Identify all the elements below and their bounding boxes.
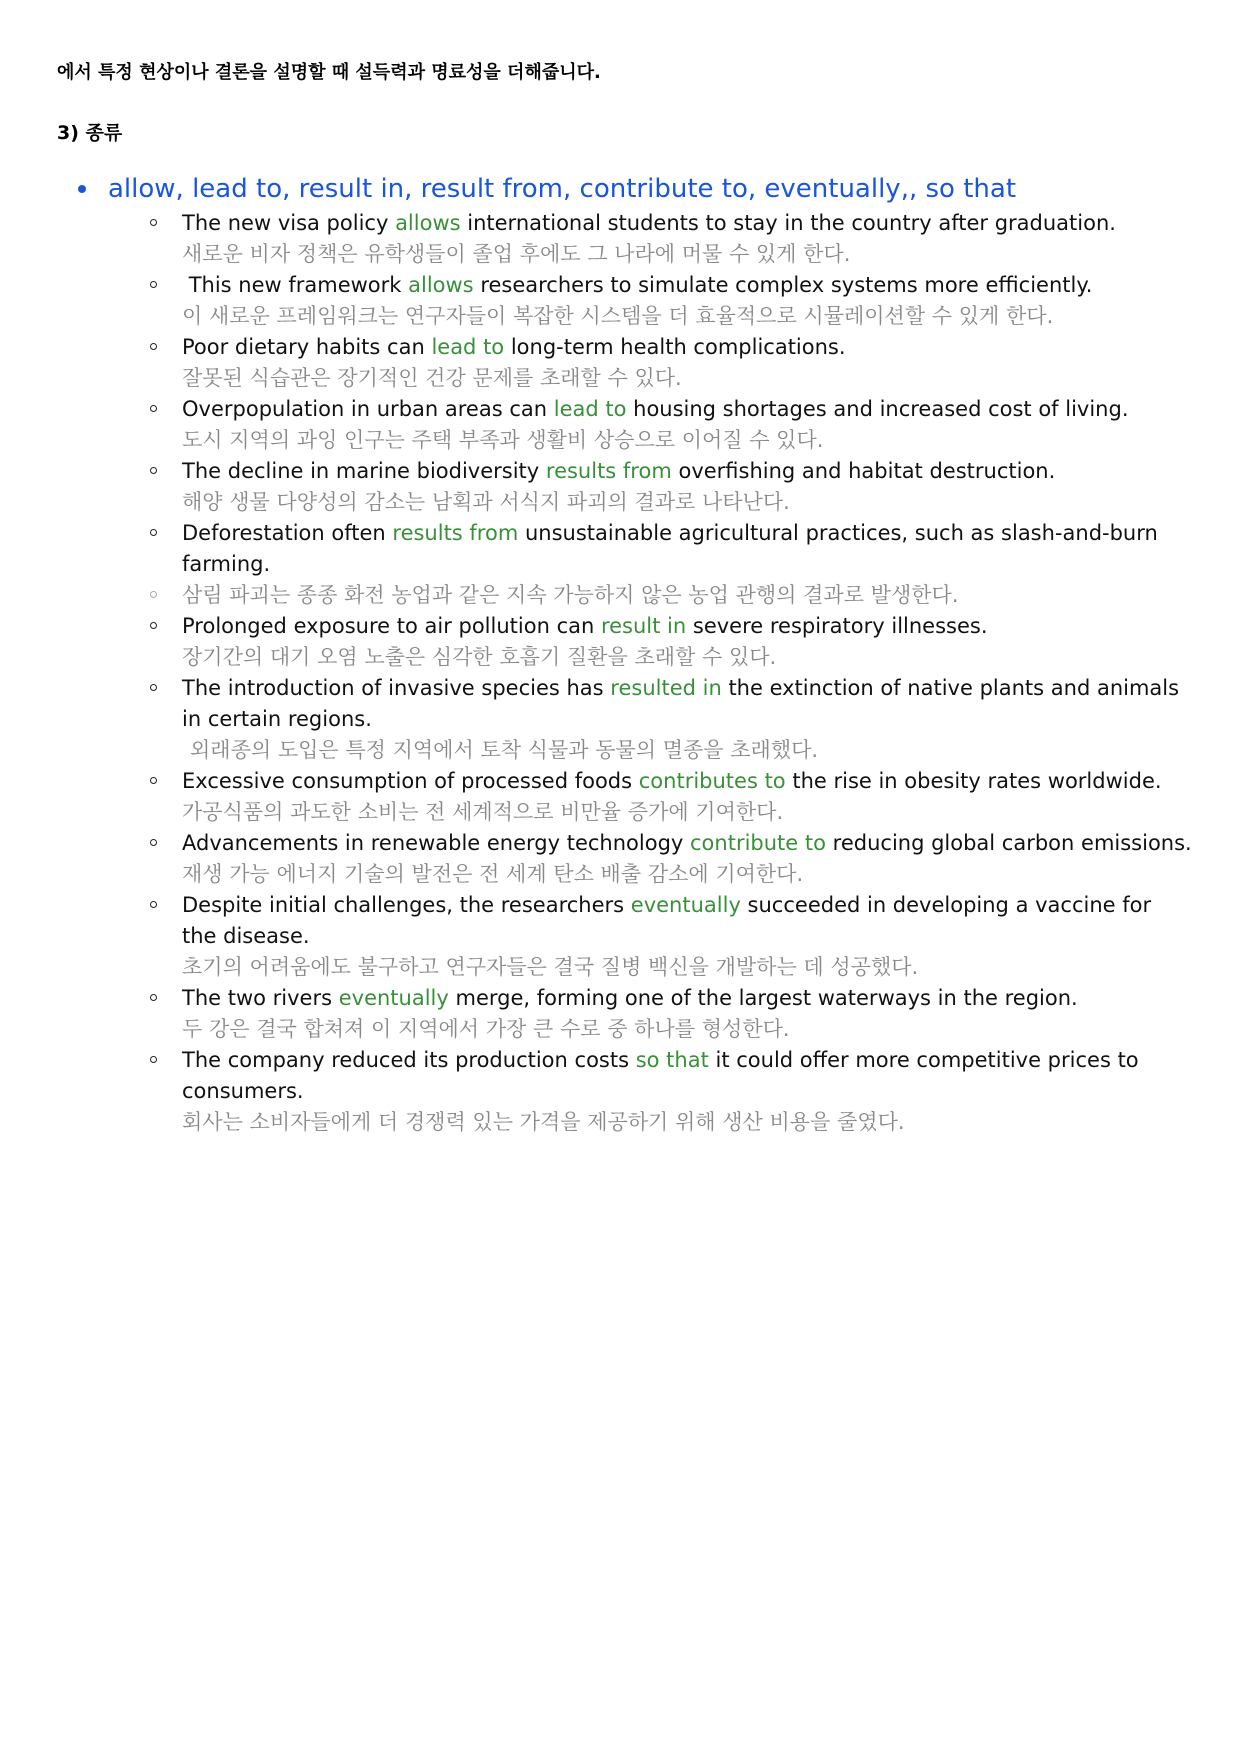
- hollow-bullet-icon: [150, 467, 157, 474]
- hollow-bullet-icon: [150, 591, 157, 598]
- english-sentence: [182, 273, 1092, 297]
- example-item: [146, 890, 1192, 983]
- example-item: [146, 766, 1192, 828]
- hollow-bullet-icon: [150, 777, 157, 784]
- example-item: [146, 518, 1192, 580]
- hollow-bullet-icon: [150, 839, 157, 846]
- main-topic-item: [72, 170, 1192, 1138]
- sentence-end: reducing global carbon emissions.: [825, 831, 1192, 855]
- korean-translation: 잘못된 식습관은 장기적인 건강 문제를 초래할 수 있다.: [182, 366, 682, 390]
- highlighted-expression: eventually: [630, 893, 741, 917]
- english-sentence: [182, 459, 1055, 483]
- english-sentence: [182, 986, 1078, 1010]
- example-item: [146, 208, 1192, 270]
- sentence-end: the rise in obesity rates worldwide.: [785, 769, 1162, 793]
- example-item: [146, 1045, 1192, 1138]
- korean-translation: 외래종의 도입은 특정 지역에서 토착 식물과 동물의 멸종을 초래했다.: [190, 738, 819, 762]
- sentence-start: Despite initial challenges, the researchers: [182, 893, 631, 917]
- english-sentence: [182, 1048, 1145, 1103]
- sentence-start: Prolonged exposure to air pollution can: [182, 614, 601, 638]
- highlighted-expression: allows: [408, 273, 474, 297]
- hollow-bullet-icon: [150, 901, 157, 908]
- english-sentence: [182, 397, 1129, 421]
- korean-translation: 두 강은 결국 합쳐져 이 지역에서 가장 큰 수로 중 하나를 형성한다.: [182, 1017, 790, 1041]
- hollow-bullet-icon: [150, 622, 157, 629]
- sentence-start: The two rivers: [182, 986, 339, 1010]
- sentence-start: Overpopulation in urban areas can: [182, 397, 554, 421]
- sentence-start: Poor dietary habits can: [182, 335, 432, 359]
- korean-translation: 새로운 비자 정책은 유학생들이 졸업 후에도 그 나라에 머물 수 있게 한다.: [182, 242, 851, 266]
- korean-translation: 초기의 어려움에도 불구하고 연구자들은 결국 질병 백신을 개발하는 데 성공했다.: [182, 955, 919, 979]
- korean-translation: 회사는 소비자들에게 더 경쟁력 있는 가격을 제공하기 위해 생산 비용을 줄였다.: [182, 1110, 905, 1134]
- korean-translation: 재생 가능 에너지 기술의 발전은 전 세계 탄소 배출 감소에 기여한다.: [182, 862, 804, 886]
- intro-line: 에서 특정 현상이나 결론을 설명할 때 설득력과 명료성을 더해줍니다.: [57, 62, 601, 83]
- sentence-end: severe respiratory illnesses.: [686, 614, 988, 638]
- hollow-bullet-icon: [150, 219, 157, 226]
- highlighted-expression: resulted in: [610, 676, 722, 700]
- filled-bullet-icon: [78, 185, 86, 193]
- english-sentence: [182, 614, 988, 638]
- example-item: [146, 394, 1192, 456]
- example-item: [146, 828, 1192, 890]
- sentence-start: The company reduced its production costs: [182, 1048, 636, 1072]
- hollow-bullet-icon: [150, 684, 157, 691]
- highlighted-expression: allows: [395, 211, 461, 235]
- hollow-bullet-icon: [150, 1056, 157, 1063]
- sentence-end: long-term health complications.: [504, 335, 846, 359]
- highlighted-expression: lead to: [553, 397, 627, 421]
- highlighted-expression: results from: [392, 521, 519, 545]
- sentence-end: researchers to simulate complex systems more efficiently.: [473, 273, 1093, 297]
- korean-translation: 가공식품의 과도한 소비는 전 세계적으로 비만율 증가에 기여한다.: [182, 800, 784, 824]
- sentence-end: unsustainable agricultural practices, such as slash-and-burn farming.: [182, 521, 1165, 576]
- sentence-start: Advancements in renewable energy technology: [182, 831, 691, 855]
- korean-translation: 삼림 파괴는 종종 화전 농업과 같은 지속 가능하지 않은 농업 관행의 결과로 발생한다.: [182, 583, 959, 607]
- english-sentence: [182, 335, 846, 359]
- sentence-end: housing shortages and increased cost of living.: [626, 397, 1129, 421]
- sentence-end: succeeded in developing a vaccine for the disease.: [182, 893, 1158, 948]
- english-sentence: [182, 211, 1116, 235]
- korean-translation: 도시 지역의 과잉 인구는 주택 부족과 생활비 상승으로 이어질 수 있다.: [182, 428, 824, 452]
- hollow-bullet-icon: [150, 405, 157, 412]
- expression-list: [72, 170, 1192, 1138]
- english-sentence: [182, 831, 1192, 855]
- example-item: [146, 673, 1192, 766]
- english-sentence: [182, 769, 1162, 793]
- sentence-end: international students to stay in the country after graduation.: [460, 211, 1116, 235]
- example-item: [146, 983, 1192, 1045]
- example-item: [146, 332, 1192, 394]
- sentence-end: overfishing and habitat destruction.: [671, 459, 1056, 483]
- highlighted-expression: result in: [600, 614, 687, 638]
- korean-translation: 장기간의 대기 오염 노출은 심각한 호흡기 질환을 초래할 수 있다.: [182, 645, 777, 669]
- section-heading: 3) 종류: [57, 122, 123, 144]
- sentence-start: The introduction of invasive species has: [182, 676, 611, 700]
- sentence-start: This new framework: [182, 273, 409, 297]
- hollow-bullet-icon: [150, 281, 157, 288]
- example-item: [146, 611, 1192, 673]
- korean-translation: 이 새로운 프레임워크는 연구자들이 복잡한 시스템을 더 효율적으로 시뮬레이션할 수 있게 한다.: [182, 304, 1054, 328]
- sentence-start: The decline in marine biodiversity: [182, 459, 546, 483]
- highlighted-expression: contribute to: [690, 831, 826, 855]
- highlighted-expression: results from: [545, 459, 672, 483]
- highlighted-expression: eventually: [338, 986, 449, 1010]
- hollow-bullet-icon: [150, 529, 157, 536]
- example-item: [146, 580, 1192, 611]
- korean-translation: 해양 생물 다양성의 감소는 남획과 서식지 파괴의 결과로 나타난다.: [182, 490, 790, 514]
- english-sentence: [182, 893, 1158, 948]
- highlighted-expression: contributes to: [638, 769, 786, 793]
- english-sentence: [182, 521, 1165, 576]
- highlighted-expression: lead to: [431, 335, 505, 359]
- sentence-end: merge, forming one of the largest waterways in the region.: [448, 986, 1078, 1010]
- main-topic-label: allow, lead to, result in, result from, contribute to, eventually,, so that: [108, 174, 1017, 204]
- sentence-start: The new visa policy: [182, 211, 396, 235]
- hollow-bullet-icon: [150, 343, 157, 350]
- example-item: [146, 270, 1192, 332]
- hollow-bullet-icon: [150, 994, 157, 1001]
- example-list: [108, 208, 1192, 1138]
- sentence-end: the extinction of native plants and animals in certain regions.: [182, 676, 1186, 731]
- sentence-start: Deforestation often: [182, 521, 393, 545]
- sentence-start: Excessive consumption of processed foods: [182, 769, 639, 793]
- english-sentence: [182, 676, 1186, 731]
- example-item: [146, 456, 1192, 518]
- sentence-end: it could offer more competitive prices to consumers.: [182, 1048, 1146, 1103]
- highlighted-expression: so that: [635, 1048, 709, 1072]
